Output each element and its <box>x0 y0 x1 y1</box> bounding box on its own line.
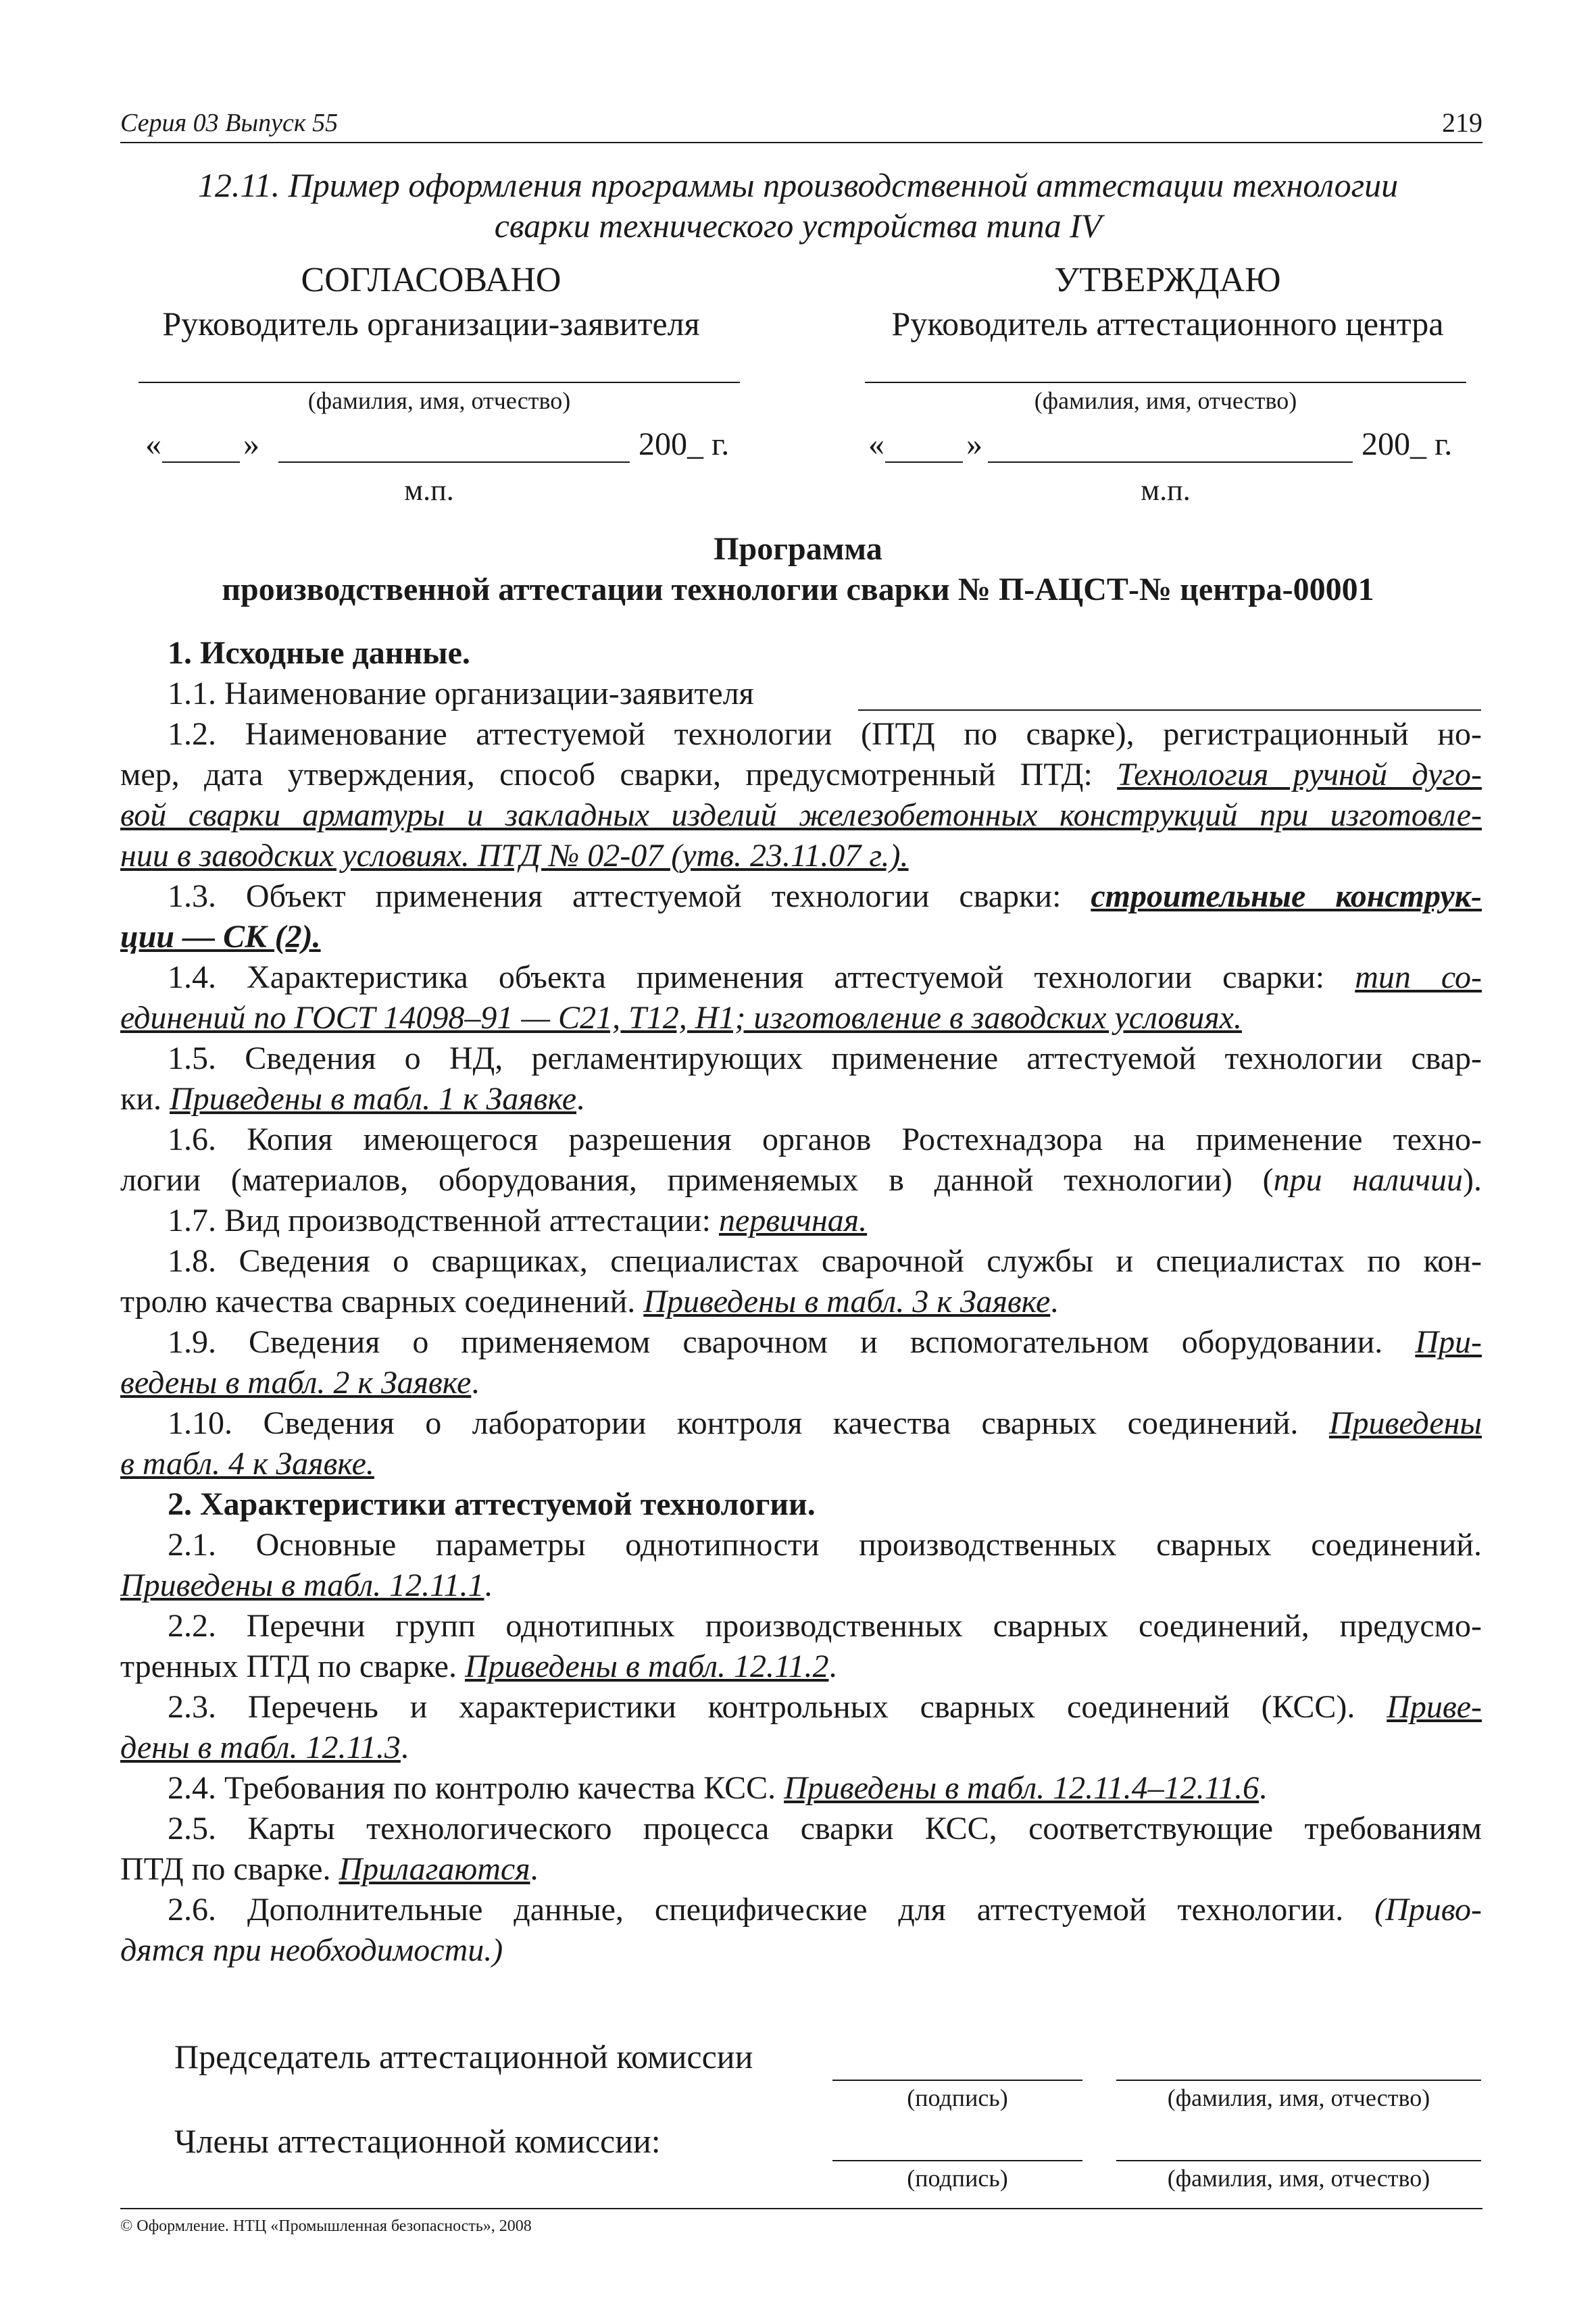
approved-left-date-close: » <box>243 426 259 462</box>
item-1-9-line1-fill: При- <box>1415 1324 1482 1360</box>
item-1-7 <box>168 1201 1482 1242</box>
program-title: Программа <box>714 531 882 567</box>
item-1-3-line2 <box>120 917 1482 959</box>
item-2-2-line2-end: . <box>828 1649 837 1684</box>
item-2-6-line1 <box>168 1890 1482 1932</box>
item-1-4-line1-text: 1.4. Характеристика объекта применения аттестуемой технологии сварки: <box>168 959 1355 995</box>
footer-rule <box>120 2208 1482 2209</box>
item-2-6-line1-text: 2.6. Дополнительные данные, специфические для аттестуемой технологии. <box>168 1892 1375 1928</box>
item-1-2-line3-fill: вой сварки арматуры и закладных изделий железобетонных конструкций при изготовле- <box>120 797 1482 833</box>
section-title-line1: 12.11. Пример оформления программы производственной аттестации технологии <box>197 166 1399 204</box>
approved-left-name-line <box>139 382 740 383</box>
item-1-4-line2 <box>120 998 1482 1040</box>
item-1-2-line1: 1.2. Наименование аттестуемой технологии (ПТД по сварке), регистрационный но- <box>168 716 1482 752</box>
item-2-5-line2-text: ПТД по сварке. <box>120 1851 339 1887</box>
item-2-4-fill: Приведены в табл. 12.11.4–12.11.6 <box>784 1770 1260 1806</box>
item-2-1-line1: 2.1. Основные параметры однотипности производственных сварных соединений. <box>168 1527 1482 1563</box>
series-label: Серия 03 Выпуск 55 <box>120 109 339 137</box>
item-2-3-line2 <box>120 1728 1482 1769</box>
approved-left-month-line <box>278 461 630 463</box>
item-1-6-line1: 1.6. Копия имеющегося разрешения органов Ростехнадзора на применение техно- <box>168 1122 1482 1157</box>
approved-right-date-close: » <box>966 426 982 462</box>
item-1-5-line1: 1.5. Сведения о НД, регламентирующих применение аттестуемой технологии свар- <box>168 1040 1482 1076</box>
item-1-6-line2-text: логии (материалов, оборудования, применяемых в данной технологии) ( <box>120 1162 1274 1198</box>
item-1-9-line1-text: 1.9. Сведения о применяемом сварочном и вспомогательном оборудовании. <box>168 1324 1416 1360</box>
approved-left-heading: СОГЛАСОВАНО <box>301 261 562 299</box>
item-1-8-line2 <box>120 1282 1482 1324</box>
approved-left-role: Руководитель организации-заявителя <box>162 305 700 343</box>
members-signature-caption: (подпись) <box>907 2165 1008 2192</box>
chair-signature-line <box>832 2080 1082 2081</box>
item-2-1-line2 <box>120 1565 1482 1607</box>
item-1-4-line1-fill: тип со- <box>1355 959 1482 995</box>
item-1-9-line1 <box>168 1322 1482 1364</box>
members-name-caption: (фамилия, имя, отчество) <box>1167 2165 1430 2192</box>
section-title-line2: сварки технического устройства типа IV <box>494 207 1102 245</box>
item-2-3-line1-text: 2.3. Перечень и характеристики контрольных сварных соединений (КСС). <box>168 1689 1387 1725</box>
header-rule <box>120 142 1482 143</box>
approved-right-date-open: « <box>868 426 884 462</box>
page-number: 219 <box>1442 107 1482 138</box>
item-2-2-line2 <box>120 1646 1482 1688</box>
item-1-5-line2-fill: Приведены в табл. 1 к Заявке <box>170 1081 577 1117</box>
item-1-10-line1-text: 1.10. Сведения о лаборатории контроля качества сварных соединений. <box>168 1405 1329 1441</box>
members-label: Члены аттестационной комиссии: <box>174 2122 661 2160</box>
members-signature-line <box>832 2160 1082 2161</box>
item-2-1-line2-end: . <box>484 1567 493 1603</box>
item-2-3-line1 <box>168 1687 1482 1729</box>
chair-name-caption: (фамилия, имя, отчество) <box>1167 2084 1430 2111</box>
chair-signature-caption: (подпись) <box>907 2084 1008 2111</box>
item-2-4-text: 2.4. Требования по контролю качества КСС. <box>168 1770 784 1806</box>
item-2-4 <box>168 1768 1482 1810</box>
approved-left-day-line <box>162 461 240 463</box>
item-2-5-line2-end: . <box>530 1851 539 1887</box>
item-1-8-line2-text: тролю качества сварных соединений. <box>120 1284 644 1319</box>
item-1-7-fill: первичная. <box>718 1203 868 1238</box>
item-2-5-line2 <box>120 1849 1482 1891</box>
item-1-1-text: 1.1. Наименование организации-заявителя <box>168 676 754 711</box>
item-2-5-line1: 2.5. Карты технологического процесса сварки КСС, соответствующие требованиям <box>168 1811 1482 1846</box>
item-1-4-line1 <box>168 957 1482 999</box>
item-1-8-line1: 1.8. Сведения о сварщиках, специалистах сварочной службы и специалистах по кон- <box>168 1243 1482 1279</box>
members-name-line <box>1116 2160 1481 2161</box>
item-2-3-line2-end: . <box>400 1730 409 1765</box>
item-1-5-line2-end: . <box>576 1081 585 1117</box>
approved-right-month-line <box>988 461 1353 463</box>
approved-right-day-line <box>885 461 963 463</box>
item-1-7-text: 1.7. Вид производственной аттестации: <box>168 1203 719 1238</box>
chair-label: Председатель аттестационной комиссии <box>174 2038 753 2076</box>
item-1-2-line2 <box>120 755 1482 797</box>
item-2-3-line2-fill: дены в табл. 12.11.3 <box>120 1730 401 1765</box>
item-1-6-line2-end: ). <box>1463 1162 1482 1198</box>
item-1-10-line1-fill: Приведены <box>1328 1405 1482 1441</box>
approved-left-date-open: « <box>145 426 161 462</box>
item-2-6-line1-italic: (Приво- <box>1374 1892 1482 1928</box>
item-1-6-line2-italic: при наличии <box>1273 1162 1464 1198</box>
item-1-2-line4 <box>120 836 1482 878</box>
approved-left-stamp: м.п. <box>404 474 454 507</box>
item-1-9-line2-end: . <box>471 1365 480 1401</box>
item-1-3-line1-text: 1.3. Объект применения аттестуемой технологии сварки: <box>168 878 1091 914</box>
program-subtitle: производственной аттестации технологии сварки № П-АЦСТ-№ центра-00001 <box>222 572 1374 607</box>
item-2-3-line1-fill: Приве- <box>1387 1689 1482 1725</box>
item-1-2-line2-text: мер, дата утверждения, способ сварки, предусмотренный ПТД: <box>120 757 1118 793</box>
item-2-2-line2-text: тренных ПТД по сварке. <box>120 1649 465 1684</box>
item-2-6-line2-italic: дятся при необходимости.) <box>120 1932 503 1968</box>
item-1-5-line2 <box>120 1079 1482 1121</box>
item-2-1-line2-fill: Приведены в табл. 12.11.1 <box>120 1567 484 1603</box>
approved-right-year: 200_ г. <box>1362 426 1453 462</box>
item-1-2-line2-fill: Технология ручной дуго- <box>1117 757 1482 793</box>
item-1-1-fill-line <box>858 709 1481 711</box>
item-2-2-line2-fill: Приведены в табл. 12.11.2 <box>464 1649 829 1684</box>
item-1-4-line2-fill: единений по ГОСТ 14098–91 — С21, Т12, Н1; изготовление в заводских условиях. <box>120 1000 1242 1036</box>
item-1-10-line1 <box>168 1403 1482 1445</box>
item-1-3-line1 <box>168 876 1482 918</box>
item-1-2-line3 <box>120 795 1482 837</box>
item-1-9-line2-fill: ведены в табл. 2 к Заявке <box>120 1365 472 1401</box>
item-1-10-line2-fill: в табл. 4 к Заявке. <box>120 1446 374 1482</box>
approved-right-name-line <box>865 382 1466 383</box>
item-2-5-line2-fill: Прилагаются <box>339 1851 530 1887</box>
item-1-8-line2-fill: Приведены в табл. 3 к Заявке <box>643 1284 1051 1319</box>
section1-heading: 1. Исходные данные. <box>168 635 470 671</box>
item-1-3-line1-fill: строительные конструк- <box>1091 878 1482 914</box>
item-1-8-line2-end: . <box>1050 1284 1059 1319</box>
section2-heading: 2. Характеристики аттестуемой технологии. <box>168 1486 816 1522</box>
item-1-3-line2-fill: ции — СК (2). <box>120 919 321 955</box>
approved-right-name-caption: (фамилия, имя, отчество) <box>1034 387 1297 414</box>
approved-left-name-caption: (фамилия, имя, отчество) <box>307 387 571 414</box>
footer-copyright: © Оформление. НТЦ «Промышленная безопасность», 2008 <box>120 2217 532 2235</box>
approved-left-year: 200_ г. <box>639 426 730 462</box>
approved-right-stamp: м.п. <box>1141 474 1191 507</box>
approved-right-role: Руководитель аттестационного центра <box>891 305 1444 343</box>
item-1-10-line2 <box>120 1444 1482 1486</box>
item-1-6-line2 <box>120 1160 1482 1202</box>
item-1-9-line2 <box>120 1363 1482 1405</box>
item-2-4-end: . <box>1259 1770 1268 1806</box>
approved-right-heading: УТВЕРЖДАЮ <box>1054 261 1281 299</box>
item-1-2-line4-fill: нии в заводских условиях. ПТД № 02-07 (утв. 23.11.07 г.). <box>120 838 909 874</box>
item-2-2-line1: 2.2. Перечни групп однотипных производственных сварных соединений, предусмо- <box>168 1608 1482 1644</box>
item-2-6-line2 <box>120 1930 1482 1972</box>
item-1-5-line2-text: ки. <box>120 1081 170 1117</box>
chair-name-line <box>1116 2080 1481 2081</box>
